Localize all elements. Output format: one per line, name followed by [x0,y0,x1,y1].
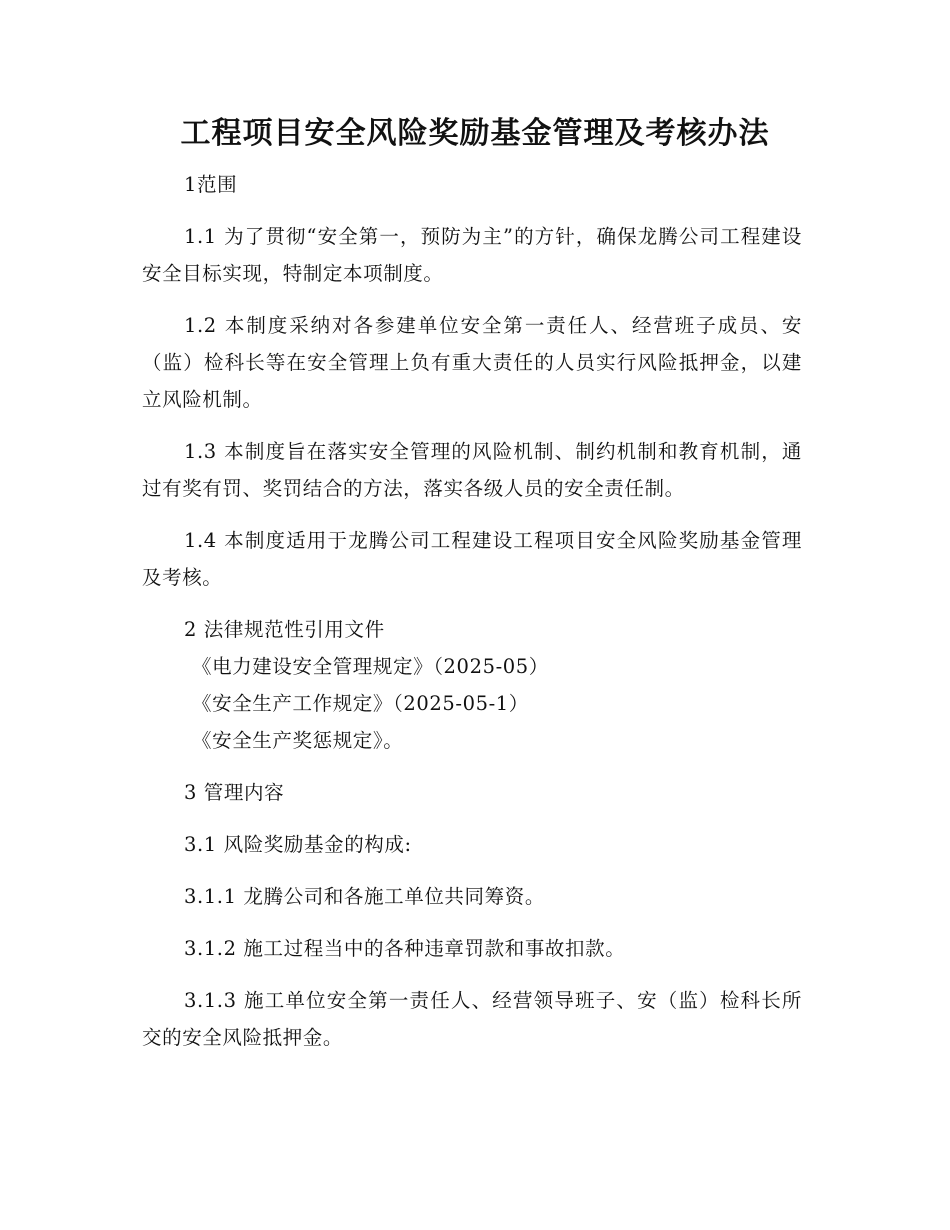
section-heading-scope: 1范围 [184,173,238,196]
paragraph-1-1: 1.1 为了贯彻“安全第一，预防为主”的方针，确保龙腾公司工程建设安全目标实现，特制定本项制度。 [142,225,802,285]
paragraph-1-2: 1.2 本制度采纳对各参建单位安全第一责任人、经营班子成员、安（监）检科长等在安全管理上负有重大责任的人员实行风险抵押金，以建立风险机制。 [142,314,802,411]
paragraph-3-1-3: 3.1.3 施工单位安全第一责任人、经营领导班子、安（监）检科长所交的安全风险抵押金。 [142,989,802,1049]
reference-item: 《安全生产奖惩规定》。 [192,729,404,752]
paragraph-3-1-2: 3.1.2 施工过程当中的各种违章罚款和事故扣款。 [184,937,626,960]
paragraph-1-3: 1.3 本制度旨在落实安全管理的风险机制、制约机制和教育机制，通过有奖有罚、奖罚结合的方法，落实各级人员的安全责任制。 [142,440,802,500]
document-body [142,166,802,1056]
reference-item: 《电力建设安全管理规定》（2025-05） [192,655,549,678]
paragraph-3-1-1: 3.1.1 龙腾公司和各施工单位共同筹资。 [184,885,545,908]
section-heading-management: 3 管理内容 [184,781,285,804]
section-heading-references: 2 法律规范性引用文件 [184,618,385,641]
reference-item: 《安全生产工作规定》（2025-05-1） [192,692,529,715]
paragraph-3-1: 3.1 风险奖励基金的构成: [184,833,412,856]
paragraph-1-4: 1.4 本制度适用于龙腾公司工程建设工程项目安全风险奖励基金管理及考核。 [142,529,802,589]
document-title: 工程项目安全风险奖励基金管理及考核办法 [180,116,770,151]
